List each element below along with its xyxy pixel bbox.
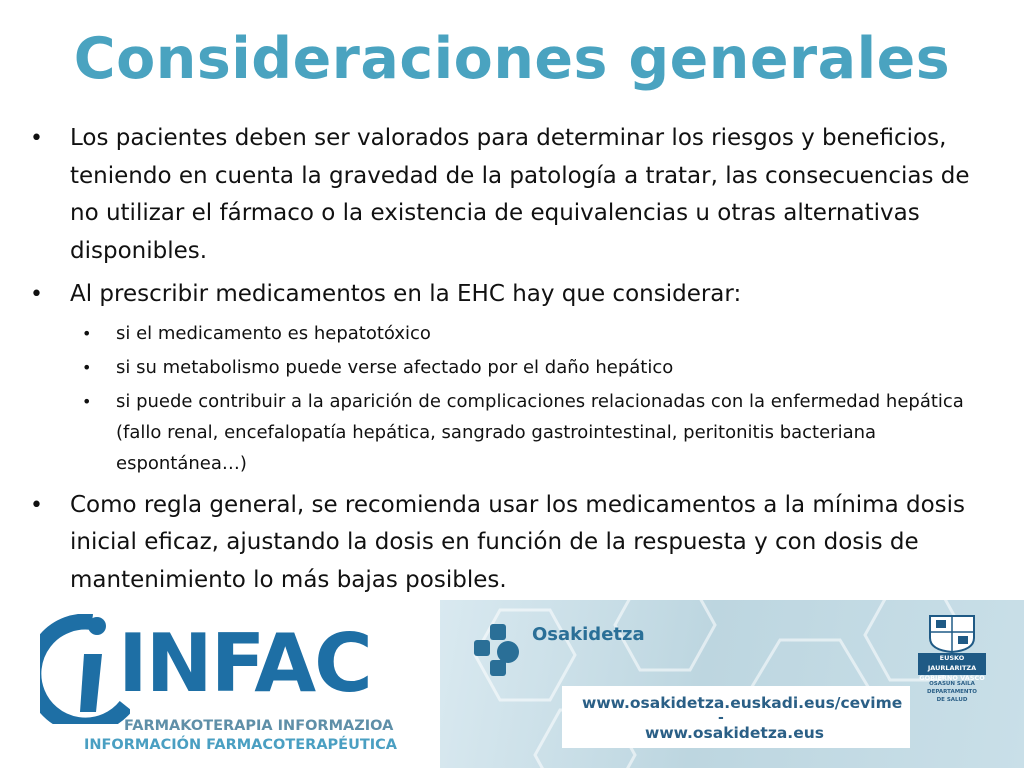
bullet-text: Al prescribir medicamentos en la EHC hay que considerar: bbox=[70, 281, 742, 307]
sub-bullet-item bbox=[28, 352, 998, 383]
bullet-marker: • bbox=[30, 282, 43, 307]
sub-bullet-text: si el medicamento es hepatotóxico bbox=[116, 322, 431, 344]
sub-bullet-marker: • bbox=[82, 323, 92, 343]
osakidetza-cross-icon bbox=[472, 622, 528, 678]
bullet-marker: • bbox=[30, 126, 43, 151]
sub-bullet-item bbox=[28, 318, 998, 349]
bullet-item bbox=[28, 487, 998, 600]
bullet-item bbox=[28, 276, 998, 314]
osakidetza-logo-text: Osakidetza bbox=[532, 624, 645, 645]
url-separator: - bbox=[718, 710, 724, 726]
sub-bullet-marker: • bbox=[82, 357, 92, 377]
bullet-text: Los pacientes deben ser valorados para determinar los riesgos y beneficios, teniendo en cuenta la gravedad de la patología a tratar, las consecuencias de no utilizar el fármaco o la existencia de equivalencias u otras alternativas disponibles. bbox=[70, 125, 970, 264]
sub-bullet-item bbox=[28, 386, 998, 479]
gobierno-vasco-crest-icon bbox=[922, 612, 982, 654]
bullet-item bbox=[28, 120, 998, 270]
osakidetza-url[interactable]: www.osakidetza.eus bbox=[645, 724, 824, 742]
department-label: OSASUN SAILA DEPARTAMENTO DE SALUD bbox=[927, 681, 977, 703]
gobierno-vasco-badge: EUSKO JAURLARITZA GOBIERNO VASCO bbox=[919, 654, 985, 682]
sub-bullet-list bbox=[28, 318, 998, 479]
infac-subtitle-basque: FARMAKOTERAPIA INFORMAZIOA bbox=[124, 718, 394, 734]
infac-subtitle-spanish: INFORMACIÓN FARMACOTERAPÉUTICA bbox=[84, 737, 398, 753]
infac-i-icon bbox=[40, 614, 130, 724]
infac-logo-text: INFAC bbox=[118, 617, 371, 710]
slide-content bbox=[28, 120, 998, 605]
slide-title: Consideraciones generales bbox=[73, 26, 951, 92]
cevime-url[interactable]: www.osakidetza.euskadi.eus/cevime bbox=[582, 694, 903, 712]
bullet-text: Como regla general, se recomienda usar los medicamentos a la mínima dosis inicial eficaz, ajustando la dosis en función de la respuesta y con dosis de mantenimiento lo más bajas posibles. bbox=[70, 491, 966, 593]
sub-bullet-text: si puede contribuir a la aparición de complicaciones relacionadas con la enfermedad hepática (fallo renal, encefalopatía hepática, sangrado gastrointestinal, peritonitis bacteriana espontánea…) bbox=[116, 390, 964, 474]
sub-bullet-marker: • bbox=[82, 391, 92, 411]
sub-bullet-text: si su metabolismo puede verse afectado por el daño hepático bbox=[116, 356, 674, 378]
bullet-marker: • bbox=[30, 492, 43, 518]
